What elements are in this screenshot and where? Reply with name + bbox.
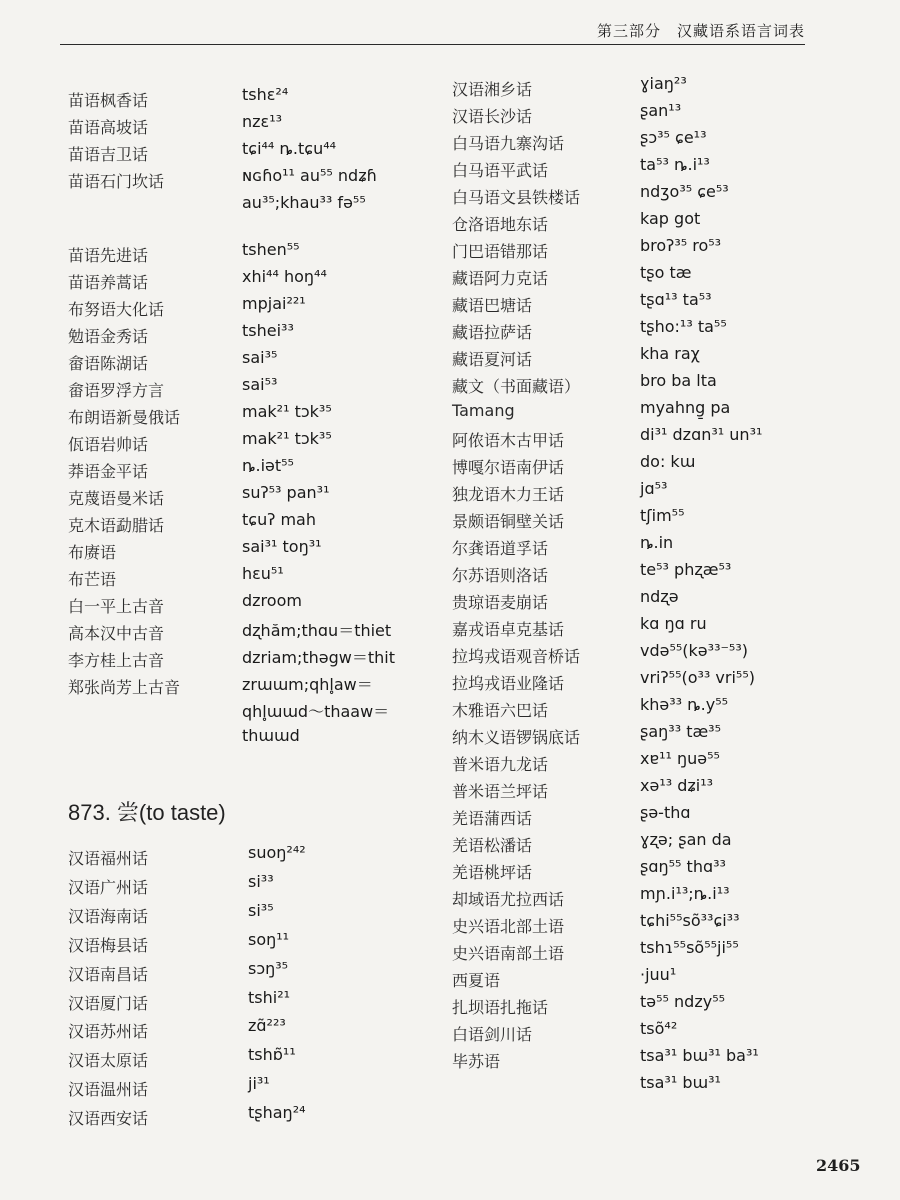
entry-language: 拉坞戎语观音桥话 [452, 647, 581, 666]
entry-form: bro ba lta [640, 371, 717, 390]
entry-form: sɔŋ³⁵ [248, 958, 289, 978]
entry-language: 汉语海南话 [68, 906, 149, 926]
entry-language: 苗语石门坎话 [68, 172, 165, 191]
entry-form: ɴɢɦo¹¹ au⁵⁵ ndʑɦ [242, 166, 377, 185]
entry-form: au³⁵;khau³³ fə⁵⁵ [242, 193, 366, 212]
entry-form: soŋ¹¹ [248, 929, 290, 949]
entry-language: 畲语罗浮方言 [68, 381, 165, 400]
entry-language: 却域语尤拉西话 [452, 890, 565, 909]
entry-language: 嘉戎语卓克基话 [452, 620, 565, 639]
entry-language: 汉语厦门话 [68, 993, 149, 1013]
entry-language: 克木语勐腊话 [68, 516, 165, 535]
entry-form: tshen⁵⁵ [242, 240, 300, 259]
entry-form: kɑ ŋɑ ru [640, 614, 707, 633]
entry-language: 苗语吉卫话 [68, 145, 149, 164]
entry-form: tʂo tæ [640, 263, 692, 282]
entry-form: ʂɑŋ⁵⁵ thɑ³³ [640, 857, 726, 876]
entry-form: vdə⁵⁵(kə³³⁻⁵³) [640, 641, 748, 660]
entry-language: 木雅语六巴话 [452, 701, 549, 720]
entry-form: suʔ⁵³ pan³¹ [242, 483, 330, 502]
entry-form: tshei³³ [242, 321, 294, 340]
entry-form: tɕuʔ mah [242, 510, 316, 529]
entry-form: di³¹ dzɑn³¹ un³¹ [640, 425, 763, 444]
entry-form: tʂɑ¹³ ta⁵³ [640, 290, 712, 309]
entry-form: do: kɯ [640, 452, 696, 471]
entry-language: 阿侬语木古甲话 [452, 431, 565, 450]
entry-form: xhi⁴⁴ hoŋ⁴⁴ [242, 267, 327, 286]
entry-language: 郑张尚芳上古音 [68, 678, 181, 697]
entry-language: 苗语枫香话 [68, 91, 149, 110]
entry-form: ɣiaŋ²³ [640, 74, 687, 93]
entry-form: ·juu¹ [640, 965, 677, 984]
entry-form: nzɛ¹³ [242, 112, 283, 131]
entry-language: 畲语陈湖话 [68, 354, 149, 373]
entry-form: ʂɔ³⁵ ɕe¹³ [640, 128, 707, 147]
entry-language: 白一平上古音 [68, 597, 165, 616]
entry-language: 仓洛语地东话 [452, 215, 549, 234]
entry-language: 汉语梅县话 [68, 935, 149, 955]
entry-form: tə⁵⁵ ndzy⁵⁵ [640, 992, 726, 1011]
entry-form: ʂaŋ³³ tæ³⁵ [640, 722, 722, 741]
entry-form: te⁵³ phʐæ⁵³ [640, 560, 732, 579]
entry-language: 勉语金秀话 [68, 327, 149, 346]
entry-form: ȵ.iət⁵⁵ [242, 456, 294, 475]
section-heading: 873. 尝(to taste) [68, 800, 226, 825]
entry-form: myahng̱ pa [640, 398, 731, 417]
entry-language: 毕苏语 [452, 1052, 501, 1071]
entry-form: tʂho:¹³ ta⁵⁵ [640, 317, 727, 336]
entry-language: 李方桂上古音 [68, 651, 165, 670]
entry-language: 汉语太原话 [68, 1051, 149, 1071]
entry-language: 布赓语 [68, 543, 117, 562]
entry-language: 白马语九寨沟话 [452, 134, 565, 153]
entry-language: 藏语夏河话 [452, 350, 533, 369]
entry-language: 莽语金平话 [68, 462, 149, 481]
entry-form: ʂan¹³ [640, 101, 682, 120]
entry-language: 苗语高坡话 [68, 118, 149, 137]
entry-language: 尔龚语道孚话 [452, 539, 549, 558]
entry-form: tshɛ²⁴ [242, 85, 289, 104]
entry-language: 尔苏语则洛话 [452, 566, 549, 585]
entry-form: kha raχ [640, 344, 700, 363]
entry-form: zɑ̃²²³ [248, 1016, 286, 1036]
entry-form: tɕhi⁵⁵sõ³³ɕi³³ [640, 911, 740, 930]
entry-form: xɐ¹¹ ŋuə⁵⁵ [640, 749, 720, 768]
entry-form: ndʐə [640, 587, 679, 606]
entry-language: 羌语松潘话 [452, 836, 533, 855]
entry-form: dʐhăm;thɑu＝thiet [242, 621, 392, 640]
entry-form: ȵ.in [640, 533, 674, 552]
entry-language: 佤语岩帅话 [68, 435, 149, 454]
entry-language: 苗语先进话 [68, 246, 149, 265]
header-title: 第三部分 汉藏语系语言词表 [596, 22, 805, 40]
entry-language: 扎坝语扎拖话 [452, 998, 549, 1017]
entry-form: thɯɯd [242, 726, 300, 745]
entry-language: 纳木义语锣锅底话 [452, 728, 581, 747]
entry-form: sai³⁵ [242, 348, 278, 367]
entry-language: 布朗语新曼俄话 [68, 408, 181, 427]
entry-form: tshɒ̃¹¹ [248, 1045, 296, 1065]
entry-language: 汉语长沙话 [452, 107, 533, 126]
entry-form: tshɿ⁵⁵sõ⁵⁵ji⁵⁵ [640, 938, 739, 957]
entry-form: vriʔ⁵⁵(o³³ vri⁵⁵) [640, 668, 755, 687]
entry-language: 羌语桃坪话 [452, 863, 533, 882]
entry-language: Tamang [452, 401, 515, 420]
entry-language: 普米语兰坪话 [452, 782, 549, 801]
entry-form: jɑ⁵³ [640, 479, 668, 498]
entry-language: 史兴语北部土语 [452, 917, 565, 936]
entry-language: 藏文（书面藏语） [452, 377, 581, 396]
entry-form: xə¹³ dʑi¹³ [640, 776, 714, 795]
entry-form: mɲ.i¹³;ȵ.i¹³ [640, 884, 730, 903]
entry-language: 西夏语 [452, 971, 501, 990]
entry-form: ta⁵³ ȵ.i¹³ [640, 155, 710, 174]
entry-form: khə³³ ȵ.y⁵⁵ [640, 695, 729, 714]
entry-form: qhl̥ɯɯd～thaaw＝ [242, 702, 390, 721]
entry-language: 独龙语木力王话 [452, 485, 565, 504]
entry-language: 苗语养蒿话 [68, 273, 149, 292]
entry-form: dzroom [242, 591, 302, 610]
entry-language: 布努语大化话 [68, 300, 165, 319]
entry-language: 羌语蒲西话 [452, 809, 533, 828]
entry-form: ndʒo³⁵ ɕe⁵³ [640, 182, 729, 201]
entry-form: tshi²¹ [248, 987, 291, 1007]
running-header [60, 18, 805, 45]
entry-form: zrɯɯm;qhl̥aw＝ [242, 675, 373, 694]
entry-language: 白马语文县铁楼话 [452, 188, 581, 207]
entry-language: 景颇语铜壁关话 [452, 512, 565, 531]
entry-form: sai³¹ toŋ³¹ [242, 537, 322, 556]
entry-language: 藏语阿力克话 [452, 269, 549, 288]
entry-form: mpjai²²¹ [242, 294, 306, 313]
entry-form: tʂhaŋ²⁴ [248, 1103, 306, 1123]
entry-language: 高本汉中古音 [68, 624, 165, 643]
entry-form: hɛu⁵¹ [242, 564, 284, 583]
entry-language: 汉语苏州话 [68, 1022, 149, 1042]
entry-form: si³³ [248, 871, 274, 891]
entry-form: mak²¹ tɔk³⁵ [242, 402, 332, 421]
entry-form: tsa³¹ bɯ³¹ [640, 1073, 721, 1092]
entry-form: tʃim⁵⁵ [640, 506, 685, 525]
entry-language: 汉语温州话 [68, 1080, 149, 1100]
entry-form: si³⁵ [248, 900, 274, 920]
entry-language: 汉语广州话 [68, 877, 149, 897]
entry-form: tsõ⁴² [640, 1019, 678, 1038]
entry-language: 汉语西安话 [68, 1109, 149, 1129]
entry-form: sai⁵³ [242, 375, 278, 394]
entry-language: 白语剑川话 [452, 1025, 533, 1044]
entry-form: ɣʐə; ʂan da [640, 830, 732, 849]
page-number: 2465 [816, 1156, 861, 1175]
entry-language: 藏语巴塘话 [452, 296, 533, 315]
entry-form: kap got [640, 209, 701, 228]
entry-language: 布芒语 [68, 570, 117, 589]
entry-form: broʔ³⁵ ro⁵³ [640, 236, 722, 255]
entry-form: mak²¹ tɔk³⁵ [242, 429, 332, 448]
entry-form: ji³¹ [248, 1074, 270, 1094]
entry-language: 博嘎尔语南伊话 [452, 458, 565, 477]
entry-language: 汉语福州话 [68, 849, 149, 868]
entry-language: 克蔑语曼米话 [68, 489, 165, 508]
entry-language: 藏语拉萨话 [452, 323, 533, 342]
entry-language: 白马语平武话 [452, 161, 549, 180]
entry-form: dzriam;thəgw＝thit [242, 648, 395, 667]
entry-language: 汉语南昌话 [68, 964, 149, 984]
entry-form: tsa³¹ bɯ³¹ ba³¹ [640, 1046, 759, 1065]
entry-language: 史兴语南部土语 [452, 944, 565, 963]
entry-form: suoŋ²⁴² [248, 843, 306, 862]
entry-language: 拉坞戎语业隆话 [452, 674, 565, 693]
entry-form: ʂə-thɑ [640, 803, 691, 822]
entry-form: tɕi⁴⁴ ȵ.tɕu⁴⁴ [242, 139, 337, 158]
entry-language: 门巴语错那话 [452, 242, 549, 261]
entry-language: 汉语湘乡话 [452, 80, 533, 99]
entry-language: 普米语九龙话 [452, 755, 549, 774]
entry-language: 贵琼语麦崩话 [452, 593, 549, 612]
